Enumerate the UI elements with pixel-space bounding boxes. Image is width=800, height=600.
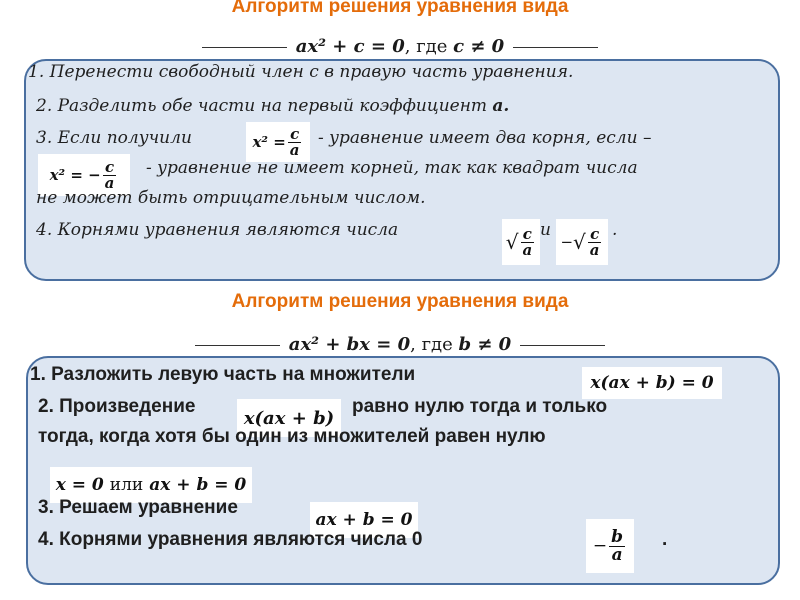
math-root-pos-frac [521, 224, 535, 259]
section1-step3d: не может быть отрицательным числом. [36, 188, 426, 208]
frac-num-c: c [590, 224, 600, 243]
formula-rule-left [195, 345, 280, 346]
frac-num-c: c [290, 124, 300, 143]
formula-rule-right [520, 345, 605, 346]
formula-rule-left [202, 47, 287, 48]
section1-step3b: - уравнение имеет два корня, если – [318, 128, 652, 148]
math-root-neg-frac [588, 224, 602, 259]
section2-formula [0, 334, 800, 355]
math-x2-eq-c-over-a [246, 122, 310, 162]
sqrt-icon: √ [505, 230, 519, 254]
formula-rule-right [513, 47, 598, 48]
section1-step1: 1. Перенести свободный член с в правую часть уравнения. [28, 62, 574, 82]
section2-title: Алгоритм решения уравнения вида [231, 291, 569, 312]
math-factored-eq: x(ax + b) = 0 [582, 367, 722, 399]
section2-step4: 4. Корнями уравнения являются числа 0 [38, 529, 423, 550]
frac-num-b: b [611, 526, 624, 547]
section2-step2b: равно нулю тогда и только [352, 396, 608, 417]
section1-step4a: 4. Корнями уравнения являются числа [36, 220, 399, 240]
section1-step4-dot: . [612, 220, 618, 240]
section1-step4-and: и [540, 220, 551, 240]
math-root-pos [502, 219, 540, 265]
math-neg-c-over-a [103, 157, 117, 192]
section1-title: Алгоритм решения уравнения вида [231, 0, 569, 17]
math-root-neg-b-over-a [586, 519, 634, 573]
section2-step2c: тогда, когда хотя бы один из множителей равен нулю [38, 426, 546, 447]
formula1-sep: , где [404, 36, 454, 57]
frac-den-a: a [289, 140, 300, 159]
math-linear-eq: ax + b = 0 [310, 502, 418, 538]
section1-step2-coef: а. [492, 96, 510, 116]
section2-step1: 1. Разложить левую часть на множители [30, 364, 416, 385]
section1-formula [0, 36, 800, 57]
math-factored: x(ax + b) [237, 399, 341, 437]
formula1-lhs: ax² + c = 0 [295, 36, 405, 57]
math-case-x0: x = 0 [55, 475, 104, 495]
section2-step2a: 2. Произведение [38, 396, 196, 417]
section2-step3: 3. Решаем уравнение [38, 497, 238, 518]
section1-step3a: 3. Если получили [36, 128, 192, 148]
math-c-over-a [288, 124, 302, 159]
math-minus: − [592, 536, 608, 556]
formula2-cond: b ≠ 0 [458, 334, 512, 355]
section1-step2 [36, 96, 509, 116]
frac-den-a: a [589, 240, 600, 259]
frac-den-a: a [522, 240, 533, 259]
math-minus: − [560, 233, 574, 251]
frac-den-a: a [104, 173, 115, 192]
math-x2-lhs: x² = [252, 133, 286, 151]
sqrt-icon: √ [573, 230, 586, 254]
formula2-lhs: ax² + bx = 0 [288, 334, 411, 355]
formula1-cond: c ≠ 0 [453, 36, 505, 57]
section2-step4-dot: . [662, 529, 668, 550]
math-case-linear: ax + b = 0 [149, 475, 247, 495]
math-b-over-a [609, 526, 625, 565]
frac-num-c: c [522, 224, 532, 243]
section1-step3c: - уравнение не имеет корней, так как квадрат числа [146, 158, 638, 178]
section1-step2-text: 2. Разделить обе части на первый коэффициент [36, 96, 493, 116]
math-case-or: или [109, 475, 144, 495]
frac-num-c: c [104, 157, 115, 176]
math-x2-neg-lhs: x² = − [49, 166, 101, 184]
frac-den-a: a [611, 544, 623, 565]
formula2-sep: , где [410, 334, 459, 355]
math-root-neg [556, 219, 608, 265]
